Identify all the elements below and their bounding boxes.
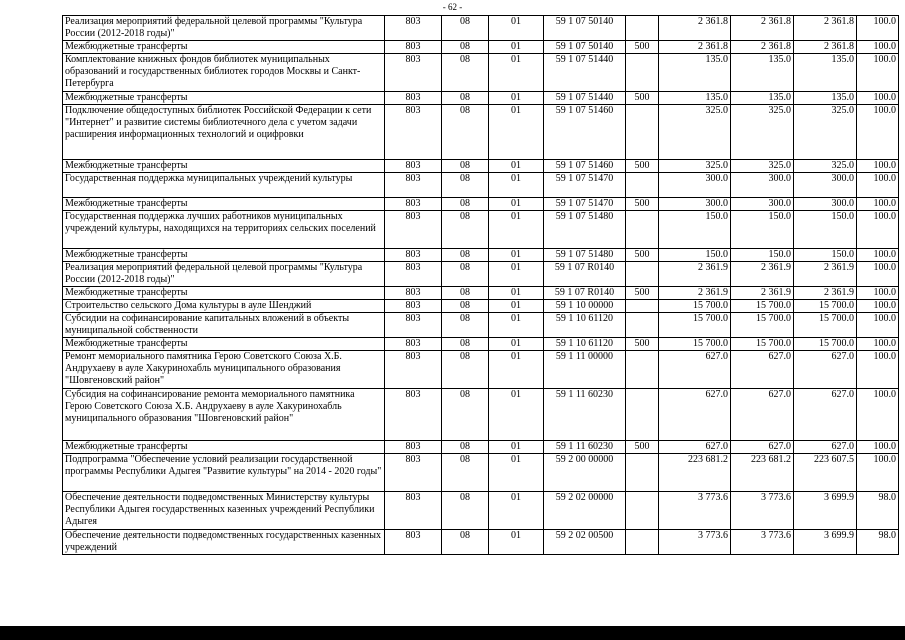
cell-type: 500 bbox=[626, 287, 659, 300]
cell-subsection: 01 bbox=[489, 173, 544, 198]
cell-section: 08 bbox=[442, 198, 489, 211]
cell-v3: 627.0 bbox=[794, 441, 857, 454]
cell-section: 08 bbox=[442, 441, 489, 454]
cell-section: 08 bbox=[442, 530, 489, 555]
cell-v2: 3 773.6 bbox=[731, 530, 794, 555]
cell-v1: 150.0 bbox=[659, 211, 731, 249]
cell-v3: 2 361.9 bbox=[794, 287, 857, 300]
table-row bbox=[63, 338, 899, 351]
cell-type bbox=[626, 530, 659, 555]
cell-code: 803 bbox=[385, 389, 442, 441]
cell-pct: 100.0 bbox=[857, 262, 899, 287]
cell-v1: 3 773.6 bbox=[659, 492, 731, 530]
cell-pct: 100.0 bbox=[857, 54, 899, 92]
cell-v1: 2 361.8 bbox=[659, 16, 731, 41]
cell-v2: 15 700.0 bbox=[731, 300, 794, 313]
cell-name: Субсидия на софинансирование ремонта мемориального памятника Герою Советского Союза Х.Б. Андрухаеву в ауле Хакуринохабль муниципального образования "Шовгеновский район" bbox=[63, 389, 385, 441]
cell-name: Обеспечение деятельности подведомственных Министерству культуры Республики Адыгея государственных казенных учреждений Республики Адыгея bbox=[63, 492, 385, 530]
cell-section: 08 bbox=[442, 313, 489, 338]
cell-subsection: 01 bbox=[489, 160, 544, 173]
cell-code: 803 bbox=[385, 198, 442, 211]
cell-section: 08 bbox=[442, 262, 489, 287]
cell-pct: 100.0 bbox=[857, 198, 899, 211]
cell-name: Межбюджетные трансферты bbox=[63, 338, 385, 351]
cell-target: 59 1 07 51460 bbox=[544, 160, 626, 173]
cell-target: 59 1 11 00000 bbox=[544, 351, 626, 389]
cell-code: 803 bbox=[385, 105, 442, 160]
cell-v3: 2 361.9 bbox=[794, 262, 857, 287]
cell-name: Реализация мероприятий федеральной целевой программы "Культура России (2012-2018 годы)" bbox=[63, 262, 385, 287]
cell-v3: 627.0 bbox=[794, 389, 857, 441]
cell-section: 08 bbox=[442, 249, 489, 262]
cell-v2: 223 681.2 bbox=[731, 454, 794, 492]
cell-v1: 15 700.0 bbox=[659, 300, 731, 313]
cell-target: 59 1 07 50140 bbox=[544, 16, 626, 41]
cell-type: 500 bbox=[626, 41, 659, 54]
cell-v2: 15 700.0 bbox=[731, 338, 794, 351]
cell-v2: 135.0 bbox=[731, 54, 794, 92]
cell-v1: 135.0 bbox=[659, 54, 731, 92]
cell-type bbox=[626, 173, 659, 198]
cell-v1: 135.0 bbox=[659, 92, 731, 105]
cell-section: 08 bbox=[442, 211, 489, 249]
cell-pct: 100.0 bbox=[857, 300, 899, 313]
cell-subsection: 01 bbox=[489, 338, 544, 351]
table-row bbox=[63, 105, 899, 160]
table-row bbox=[63, 351, 899, 389]
cell-pct: 98.0 bbox=[857, 530, 899, 555]
cell-target: 59 1 07 51440 bbox=[544, 92, 626, 105]
cell-subsection: 01 bbox=[489, 92, 544, 105]
cell-v3: 325.0 bbox=[794, 160, 857, 173]
cell-v2: 325.0 bbox=[731, 105, 794, 160]
cell-pct: 100.0 bbox=[857, 16, 899, 41]
cell-v2: 300.0 bbox=[731, 173, 794, 198]
cell-type bbox=[626, 313, 659, 338]
cell-v1: 627.0 bbox=[659, 441, 731, 454]
table-row bbox=[63, 160, 899, 173]
cell-v1: 2 361.9 bbox=[659, 262, 731, 287]
table-row bbox=[63, 16, 899, 41]
cell-type bbox=[626, 54, 659, 92]
table-row bbox=[63, 313, 899, 338]
cell-code: 803 bbox=[385, 287, 442, 300]
cell-pct: 100.0 bbox=[857, 92, 899, 105]
cell-v2: 627.0 bbox=[731, 441, 794, 454]
cell-target: 59 2 02 00000 bbox=[544, 492, 626, 530]
cell-v3: 300.0 bbox=[794, 198, 857, 211]
cell-v1: 223 681.2 bbox=[659, 454, 731, 492]
cell-v1: 150.0 bbox=[659, 249, 731, 262]
cell-target: 59 1 07 50140 bbox=[544, 41, 626, 54]
cell-v3: 325.0 bbox=[794, 105, 857, 160]
cell-v2: 627.0 bbox=[731, 351, 794, 389]
cell-target: 59 1 11 60230 bbox=[544, 389, 626, 441]
cell-target: 59 2 02 00500 bbox=[544, 530, 626, 555]
cell-code: 803 bbox=[385, 211, 442, 249]
cell-target: 59 1 07 R0140 bbox=[544, 262, 626, 287]
cell-type bbox=[626, 492, 659, 530]
cell-section: 08 bbox=[442, 454, 489, 492]
cell-subsection: 01 bbox=[489, 262, 544, 287]
cell-target: 59 1 10 61120 bbox=[544, 313, 626, 338]
cell-section: 08 bbox=[442, 173, 489, 198]
cell-section: 08 bbox=[442, 287, 489, 300]
cell-pct: 100.0 bbox=[857, 249, 899, 262]
cell-v1: 2 361.8 bbox=[659, 41, 731, 54]
cell-subsection: 01 bbox=[489, 389, 544, 441]
cell-v2: 300.0 bbox=[731, 198, 794, 211]
cell-name: Обеспечение деятельности подведомственных государственных казенных учреждений bbox=[63, 530, 385, 555]
cell-subsection: 01 bbox=[489, 249, 544, 262]
cell-subsection: 01 bbox=[489, 492, 544, 530]
cell-name: Государственная поддержка муниципальных учреждений культуры bbox=[63, 173, 385, 198]
cell-name: Межбюджетные трансферты bbox=[63, 441, 385, 454]
cell-section: 08 bbox=[442, 105, 489, 160]
cell-pct: 98.0 bbox=[857, 492, 899, 530]
cell-v3: 3 699.9 bbox=[794, 530, 857, 555]
cell-target: 59 1 07 51480 bbox=[544, 249, 626, 262]
cell-v1: 627.0 bbox=[659, 351, 731, 389]
cell-pct: 100.0 bbox=[857, 313, 899, 338]
cell-v1: 300.0 bbox=[659, 198, 731, 211]
scan-bottom-edge bbox=[0, 626, 905, 640]
cell-code: 803 bbox=[385, 530, 442, 555]
cell-v1: 15 700.0 bbox=[659, 338, 731, 351]
budget-table bbox=[62, 15, 899, 555]
table-row bbox=[63, 173, 899, 198]
table-row bbox=[63, 287, 899, 300]
cell-v1: 325.0 bbox=[659, 105, 731, 160]
cell-code: 803 bbox=[385, 300, 442, 313]
cell-subsection: 01 bbox=[489, 16, 544, 41]
table-row bbox=[63, 389, 899, 441]
cell-subsection: 01 bbox=[489, 300, 544, 313]
cell-v1: 300.0 bbox=[659, 173, 731, 198]
cell-v2: 2 361.9 bbox=[731, 262, 794, 287]
cell-type bbox=[626, 262, 659, 287]
table-row bbox=[63, 92, 899, 105]
cell-v3: 627.0 bbox=[794, 351, 857, 389]
cell-v2: 325.0 bbox=[731, 160, 794, 173]
cell-code: 803 bbox=[385, 54, 442, 92]
page-number: - 62 - bbox=[442, 2, 463, 12]
cell-subsection: 01 bbox=[489, 313, 544, 338]
cell-v3: 15 700.0 bbox=[794, 313, 857, 338]
cell-pct: 100.0 bbox=[857, 338, 899, 351]
cell-pct: 100.0 bbox=[857, 351, 899, 389]
cell-name: Межбюджетные трансферты bbox=[63, 160, 385, 173]
cell-v3: 300.0 bbox=[794, 173, 857, 198]
cell-pct: 100.0 bbox=[857, 287, 899, 300]
cell-type: 500 bbox=[626, 198, 659, 211]
cell-section: 08 bbox=[442, 351, 489, 389]
cell-v1: 325.0 bbox=[659, 160, 731, 173]
cell-v3: 223 607.5 bbox=[794, 454, 857, 492]
cell-v2: 15 700.0 bbox=[731, 313, 794, 338]
cell-type: 500 bbox=[626, 92, 659, 105]
cell-pct: 100.0 bbox=[857, 389, 899, 441]
cell-name: Межбюджетные трансферты bbox=[63, 92, 385, 105]
cell-subsection: 01 bbox=[489, 198, 544, 211]
cell-type bbox=[626, 16, 659, 41]
cell-target: 59 1 07 R0140 bbox=[544, 287, 626, 300]
cell-v2: 2 361.9 bbox=[731, 287, 794, 300]
cell-v3: 2 361.8 bbox=[794, 41, 857, 54]
cell-subsection: 01 bbox=[489, 105, 544, 160]
cell-name: Подключение общедоступных библиотек Российской Федерации к сети "Интернет" и развитие системы библиотечного дела с учетом задачи расширения информационных технологий и оцифровки bbox=[63, 105, 385, 160]
cell-name: Строительство сельского Дома культуры в ауле Шенджий bbox=[63, 300, 385, 313]
cell-subsection: 01 bbox=[489, 54, 544, 92]
cell-code: 803 bbox=[385, 338, 442, 351]
cell-pct: 100.0 bbox=[857, 105, 899, 160]
cell-section: 08 bbox=[442, 92, 489, 105]
cell-name: Межбюджетные трансферты bbox=[63, 287, 385, 300]
cell-type bbox=[626, 454, 659, 492]
cell-type: 500 bbox=[626, 338, 659, 351]
cell-subsection: 01 bbox=[489, 211, 544, 249]
cell-subsection: 01 bbox=[489, 441, 544, 454]
cell-pct: 100.0 bbox=[857, 454, 899, 492]
cell-section: 08 bbox=[442, 338, 489, 351]
cell-target: 59 1 07 51470 bbox=[544, 198, 626, 211]
cell-type bbox=[626, 300, 659, 313]
table-row bbox=[63, 454, 899, 492]
cell-target: 59 1 07 51470 bbox=[544, 173, 626, 198]
cell-code: 803 bbox=[385, 160, 442, 173]
cell-v3: 15 700.0 bbox=[794, 338, 857, 351]
cell-v2: 150.0 bbox=[731, 249, 794, 262]
cell-section: 08 bbox=[442, 389, 489, 441]
table-row bbox=[63, 249, 899, 262]
cell-v3: 135.0 bbox=[794, 92, 857, 105]
table-row bbox=[63, 530, 899, 555]
cell-target: 59 1 07 51440 bbox=[544, 54, 626, 92]
cell-code: 803 bbox=[385, 313, 442, 338]
cell-pct: 100.0 bbox=[857, 173, 899, 198]
cell-code: 803 bbox=[385, 92, 442, 105]
table-row bbox=[63, 441, 899, 454]
cell-type: 500 bbox=[626, 441, 659, 454]
cell-name: Комплектование книжных фондов библиотек муниципальных образований и государственных библиотек городов Москвы и Санкт-Петербурга bbox=[63, 54, 385, 92]
cell-target: 59 1 07 51480 bbox=[544, 211, 626, 249]
cell-code: 803 bbox=[385, 16, 442, 41]
cell-pct: 100.0 bbox=[857, 441, 899, 454]
cell-target: 59 1 07 51460 bbox=[544, 105, 626, 160]
cell-code: 803 bbox=[385, 249, 442, 262]
table-row bbox=[63, 211, 899, 249]
table-row bbox=[63, 262, 899, 287]
cell-code: 803 bbox=[385, 351, 442, 389]
cell-section: 08 bbox=[442, 160, 489, 173]
cell-type bbox=[626, 211, 659, 249]
cell-v3: 3 699.9 bbox=[794, 492, 857, 530]
cell-name: Субсидии на софинансирование капитальных вложений в объекты муниципальной собственности bbox=[63, 313, 385, 338]
cell-target: 59 1 10 61120 bbox=[544, 338, 626, 351]
cell-code: 803 bbox=[385, 492, 442, 530]
cell-name: Межбюджетные трансферты bbox=[63, 41, 385, 54]
cell-pct: 100.0 bbox=[857, 160, 899, 173]
cell-v3: 135.0 bbox=[794, 54, 857, 92]
cell-pct: 100.0 bbox=[857, 211, 899, 249]
cell-name: Межбюджетные трансферты bbox=[63, 249, 385, 262]
cell-name: Межбюджетные трансферты bbox=[63, 198, 385, 211]
cell-v1: 3 773.6 bbox=[659, 530, 731, 555]
cell-target: 59 1 11 60230 bbox=[544, 441, 626, 454]
cell-pct: 100.0 bbox=[857, 41, 899, 54]
table-row bbox=[63, 54, 899, 92]
cell-target: 59 1 10 00000 bbox=[544, 300, 626, 313]
cell-target: 59 2 00 00000 bbox=[544, 454, 626, 492]
cell-name: Реализация мероприятий федеральной целевой программы "Культура России (2012-2018 годы)" bbox=[63, 16, 385, 41]
cell-code: 803 bbox=[385, 262, 442, 287]
table-row bbox=[63, 300, 899, 313]
cell-code: 803 bbox=[385, 173, 442, 198]
table-row bbox=[63, 41, 899, 54]
cell-code: 803 bbox=[385, 41, 442, 54]
cell-v3: 2 361.8 bbox=[794, 16, 857, 41]
cell-code: 803 bbox=[385, 441, 442, 454]
cell-type bbox=[626, 351, 659, 389]
cell-name: Подпрограмма "Обеспечение условий реализации государственной программы Республики Адыгея "Развитие культуры" на 2014 - 2020 годы" bbox=[63, 454, 385, 492]
table-row bbox=[63, 492, 899, 530]
cell-v1: 2 361.9 bbox=[659, 287, 731, 300]
cell-subsection: 01 bbox=[489, 530, 544, 555]
cell-v1: 15 700.0 bbox=[659, 313, 731, 338]
cell-subsection: 01 bbox=[489, 454, 544, 492]
cell-v2: 150.0 bbox=[731, 211, 794, 249]
cell-section: 08 bbox=[442, 16, 489, 41]
cell-section: 08 bbox=[442, 54, 489, 92]
cell-section: 08 bbox=[442, 492, 489, 530]
cell-type bbox=[626, 105, 659, 160]
cell-subsection: 01 bbox=[489, 287, 544, 300]
cell-section: 08 bbox=[442, 300, 489, 313]
cell-v1: 627.0 bbox=[659, 389, 731, 441]
table-row bbox=[63, 198, 899, 211]
cell-subsection: 01 bbox=[489, 351, 544, 389]
cell-type: 500 bbox=[626, 249, 659, 262]
cell-v3: 150.0 bbox=[794, 211, 857, 249]
cell-v3: 15 700.0 bbox=[794, 300, 857, 313]
cell-v2: 3 773.6 bbox=[731, 492, 794, 530]
cell-name: Государственная поддержка лучших работников муниципальных учреждений культуры, находящихся на территориях сельских поселений bbox=[63, 211, 385, 249]
cell-subsection: 01 bbox=[489, 41, 544, 54]
cell-type: 500 bbox=[626, 160, 659, 173]
cell-v2: 2 361.8 bbox=[731, 16, 794, 41]
cell-v2: 2 361.8 bbox=[731, 41, 794, 54]
cell-v2: 627.0 bbox=[731, 389, 794, 441]
cell-v2: 135.0 bbox=[731, 92, 794, 105]
cell-name: Ремонт мемориального памятника Герою Советского Союза Х.Б. Андрухаеву в ауле Хакуринохабль муниципального образования "Шовгеновский район" bbox=[63, 351, 385, 389]
cell-v3: 150.0 bbox=[794, 249, 857, 262]
cell-type bbox=[626, 389, 659, 441]
cell-code: 803 bbox=[385, 454, 442, 492]
cell-section: 08 bbox=[442, 41, 489, 54]
